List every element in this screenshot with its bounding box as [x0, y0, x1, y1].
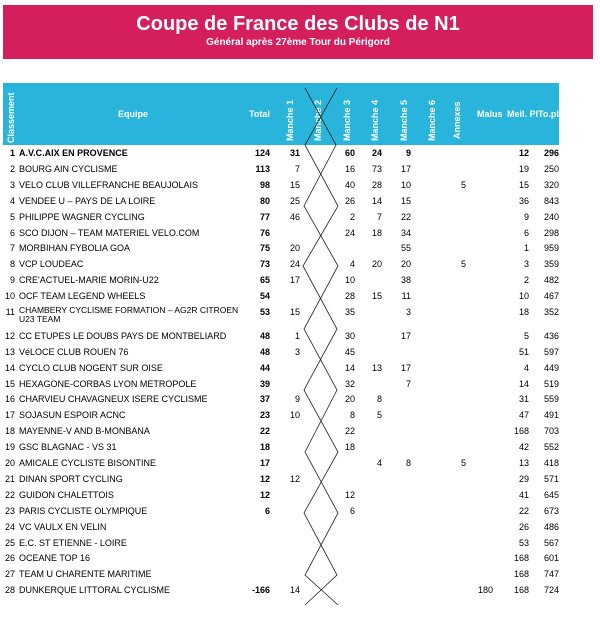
header-manche-3: Manche 3: [342, 99, 352, 141]
cell-m3: 20: [344, 394, 355, 405]
cell-mei: 168: [513, 585, 529, 596]
cell-topl: 559: [543, 394, 559, 405]
cell-total: 23: [259, 410, 270, 421]
cell-total: 17: [259, 458, 270, 469]
cell-topl: 843: [543, 195, 559, 206]
cell-name: PHILIPPE WAGNER CYCLING: [19, 211, 145, 222]
cell-total: 75: [259, 243, 270, 254]
cell-m3: 35: [344, 307, 355, 317]
cell-m4: 18: [371, 227, 382, 238]
cell-mei: 47: [518, 410, 529, 421]
table-row: [0, 408, 600, 424]
table-row: [0, 361, 600, 377]
page-subtitle: Général après 27ème Tour du Périgord: [206, 37, 390, 48]
cell-total: 76: [259, 227, 270, 238]
cell-m3: 40: [344, 179, 355, 190]
cell-mei: 26: [518, 521, 529, 532]
table-row: [0, 226, 600, 242]
cell-mei: 168: [513, 426, 529, 437]
cell-total: 6: [264, 505, 270, 516]
cell-name: CHARVIEU CHAVAGNEUX ISERE CYCLISME: [19, 394, 208, 405]
cell-m5: 11: [401, 291, 411, 302]
table-row: [0, 329, 600, 345]
cell-m5: 9: [405, 148, 411, 158]
cell-m1: 7: [294, 163, 300, 174]
cell-total: 12: [259, 473, 270, 484]
cell-topl: 436: [543, 330, 559, 341]
header-manche-4: Manche 4: [370, 99, 380, 141]
cell-rank: 20: [4, 458, 15, 469]
cell-name: VC VAULX EN VELIN: [19, 521, 107, 532]
cell-m1: 24: [289, 259, 300, 270]
cell-m1: 17: [289, 275, 300, 286]
cell-ann: 5: [460, 259, 466, 270]
cell-topl: 320: [543, 179, 559, 190]
table-row: [0, 241, 600, 257]
cell-total: 18: [259, 442, 270, 453]
cell-rank: 7: [9, 243, 15, 254]
cell-mei: 53: [518, 537, 529, 548]
cell-mei: 41: [518, 489, 529, 500]
cell-topl: 571: [543, 473, 559, 484]
cell-ann: 5: [460, 458, 466, 469]
cell-name: VENDEE U – PAYS DE LA LOIRE: [19, 195, 156, 206]
cell-mei: 1: [523, 243, 529, 254]
table-row: [0, 551, 600, 567]
cell-total: 22: [259, 426, 270, 437]
cell-mei: 18: [518, 307, 529, 317]
cell-name: A.V.C.AIX EN PROVENCE: [19, 148, 128, 158]
cell-name: HEXAGONE-CORBAS LYON METROPOLE: [19, 378, 197, 389]
cell-m4: 14: [371, 195, 382, 206]
cell-total: 53: [259, 307, 270, 317]
cell-m5: 17: [400, 163, 411, 174]
cell-name: VéLOCE CLUB ROUEN 76: [19, 346, 129, 357]
cell-mei: 3: [523, 259, 529, 270]
table-row: [0, 289, 600, 305]
cell-rank: 19: [4, 442, 15, 453]
cell-total: 98: [259, 179, 270, 190]
cell-m1: 3: [294, 346, 300, 357]
cell-total: 77: [259, 211, 270, 222]
cell-total: 113: [255, 163, 270, 174]
cell-topl: 486: [543, 521, 559, 532]
cell-m5: 55: [400, 243, 411, 254]
table-row: [0, 257, 600, 273]
cell-topl: 482: [543, 275, 559, 286]
cell-topl: 703: [543, 426, 559, 437]
cell-mei: 168: [513, 569, 529, 580]
cell-topl: 491: [543, 410, 559, 421]
table-row: [0, 424, 600, 440]
cell-mei: 22: [518, 505, 529, 516]
cell-m5: 20: [400, 259, 411, 270]
cell-m4: 4: [376, 458, 382, 469]
table-row: [0, 472, 600, 488]
cell-rank: 14: [4, 362, 15, 373]
cell-mei: 51: [518, 346, 529, 357]
cell-name: CRE'ACTUEL-MARIE MORIN-U22: [19, 275, 159, 286]
cell-m4: 20: [371, 259, 382, 270]
cell-m1: 12: [289, 473, 300, 484]
cell-name: VELO CLUB VILLEFRANCHE BEAUJOLAIS: [19, 179, 199, 190]
cell-rank: 21: [4, 473, 15, 484]
table-row: [0, 146, 600, 162]
cell-m1: 14: [289, 585, 300, 596]
cell-m3: 12: [344, 489, 355, 500]
cell-rank: 22: [4, 489, 15, 500]
cell-mei: 13: [518, 458, 529, 469]
header-manche-5: Manche 5: [399, 99, 409, 141]
cell-name: MORBIHAN FYBOLIA GOA: [19, 243, 131, 254]
cell-rank: 25: [4, 537, 15, 548]
cell-mei: 36: [518, 195, 529, 206]
cell-topl: 250: [543, 163, 559, 174]
cell-mei: 9: [523, 211, 529, 222]
cell-mei: 19: [518, 163, 529, 174]
cell-ann: 5: [460, 179, 466, 190]
table-row: [0, 273, 600, 289]
header-to-pl: To.pl: [538, 109, 559, 119]
table-row: [0, 488, 600, 504]
cell-m5: 10: [400, 179, 411, 190]
table-row: [0, 345, 600, 361]
cell-topl: 352: [543, 307, 559, 317]
cell-total: 54: [259, 291, 270, 302]
cell-total: 124: [254, 148, 270, 158]
cell-rank: 4: [9, 195, 15, 206]
cell-topl: 240: [543, 211, 559, 222]
cell-m3: 32: [344, 378, 355, 389]
cell-rank: 15: [4, 378, 15, 389]
cell-name: GSC BLAGNAC - VS 31: [19, 442, 117, 453]
cell-m3: 24: [344, 227, 355, 238]
table-row: [0, 583, 600, 599]
table-row: [0, 567, 600, 583]
table-header: [3, 83, 559, 145]
cell-m1: 46: [289, 211, 300, 222]
cell-total: 48: [259, 330, 270, 341]
cell-m5: 17: [400, 362, 411, 373]
header-meil-pl: Meil. Pl: [507, 109, 539, 119]
cell-topl: 418: [543, 458, 559, 469]
table-row: [0, 504, 600, 520]
title-banner: [3, 5, 593, 59]
cell-name: MAYENNE-V AND B-MONBANA: [19, 426, 150, 437]
header-malus: Malus: [477, 109, 503, 119]
cell-total: 48: [259, 346, 270, 357]
cell-m1: 1: [294, 330, 300, 341]
cell-m3: 60: [344, 148, 355, 158]
cell-rank: 5: [9, 211, 15, 222]
header-annexes: Annexes: [452, 101, 462, 139]
cell-m3: 4: [349, 259, 355, 270]
header-manche-1: Manche 1: [285, 99, 295, 141]
cell-m1: 15: [289, 307, 300, 317]
cell-m5: 3: [405, 307, 411, 317]
cell-m3: 30: [344, 330, 355, 341]
cell-name: TEAM U CHARENTE MARITIME: [19, 569, 152, 580]
cell-m5: 8: [405, 458, 411, 469]
cell-mei: 42: [518, 442, 529, 453]
cell-name: CC ETUPES LE DOUBS PAYS DE MONTBELIARD: [19, 330, 227, 341]
cell-m1: 31: [289, 148, 300, 158]
cell-m3: 45: [344, 346, 355, 357]
table-row: [0, 194, 600, 210]
cell-mei: 5: [523, 330, 529, 341]
cell-total: 73: [259, 259, 270, 270]
cell-total: 44: [259, 362, 270, 373]
cell-mei: 10: [518, 291, 529, 302]
cell-rank: 2: [9, 163, 15, 174]
cell-total: 37: [259, 394, 270, 405]
cell-rank: 17: [4, 410, 15, 421]
table-row: [0, 210, 600, 226]
cell-topl: 449: [543, 362, 559, 373]
cell-m1: 25: [289, 195, 300, 206]
cell-mei: 12: [518, 148, 529, 158]
cell-rank: 18: [4, 426, 15, 437]
cell-mal: 180: [477, 585, 493, 596]
cell-rank: 3: [9, 179, 15, 190]
cell-topl: 747: [543, 569, 559, 580]
cell-m3: 2: [349, 211, 355, 222]
cell-mei: 4: [523, 362, 529, 373]
cell-m5: 38: [400, 275, 411, 286]
cell-rank: 11: [5, 307, 15, 317]
cell-rank: 6: [9, 227, 15, 238]
cell-m1: 15: [289, 179, 300, 190]
cell-name: OCF TEAM LEGEND WHEELS: [19, 291, 146, 302]
table-row: [0, 520, 600, 536]
header-manche-6: Manche 6: [427, 99, 437, 141]
cell-name: BOURG AIN CYCLISME: [19, 163, 118, 174]
cell-rank: 24: [4, 521, 15, 532]
cell-rank: 23: [4, 505, 15, 516]
cell-topl: 519: [543, 378, 559, 389]
cell-m5: 22: [400, 211, 411, 222]
cell-total: 65: [259, 275, 270, 286]
cell-mei: 6: [523, 227, 529, 238]
cell-topl: 601: [543, 553, 559, 564]
cell-name: SCO DIJON – TEAM MATERIEL VELO.COM: [19, 227, 200, 238]
cell-m4: 13: [371, 362, 382, 373]
cell-m3: 18: [344, 442, 355, 453]
cell-total: 12: [259, 489, 270, 500]
cell-topl: 359: [543, 259, 559, 270]
cell-mei: 14: [518, 378, 529, 389]
cell-name: AMICALE CYCLISTE BISONTINE: [19, 458, 157, 469]
table-row: [0, 456, 600, 472]
header-total: Total: [249, 109, 270, 119]
table-row: [0, 178, 600, 194]
cell-rank: 12: [4, 330, 15, 341]
cell-name: VCP LOUDEAC: [19, 259, 84, 270]
cell-rank: 28: [4, 585, 15, 596]
cell-topl: 645: [543, 489, 559, 500]
cell-m5: 15: [400, 195, 411, 206]
cell-name: PARIS CYCLISTE OLYMPIQUE: [19, 505, 148, 516]
cell-m1: 9: [294, 394, 300, 405]
cell-m4: 5: [376, 410, 382, 421]
cell-rank: 8: [9, 259, 15, 270]
cell-total: 39: [259, 378, 270, 389]
cell-m4: 8: [376, 394, 382, 405]
cell-m3: 16: [344, 163, 355, 174]
cell-name: CHAMBERY CYCLISME FORMATION – AG2R CITROEN U23 TEAM: [19, 305, 239, 324]
cell-topl: 296: [543, 148, 559, 158]
table-row: [0, 377, 600, 393]
cell-topl: 298: [543, 227, 559, 238]
cell-topl: 673: [543, 505, 559, 516]
cell-m4: 7: [376, 211, 382, 222]
cell-m5: 17: [400, 330, 411, 341]
cell-topl: 597: [543, 346, 559, 357]
cell-m5: 7: [405, 378, 411, 389]
cell-m3: 10: [344, 275, 355, 286]
cell-name: E.C. ST ETIENNE - LOIRE: [19, 537, 127, 548]
table-row: [0, 305, 600, 329]
cell-m3: 26: [344, 195, 355, 206]
table-row: [0, 440, 600, 456]
table-row: [0, 392, 600, 408]
cell-total: 80: [259, 195, 270, 206]
header-manche-2: Manche 2: [313, 99, 323, 141]
cell-topl: 467: [543, 291, 559, 302]
cell-name: OCEANE TOP 16: [19, 553, 91, 564]
cell-mei: 31: [518, 394, 529, 405]
page-title: Coupe de France des Clubs de N1: [136, 13, 460, 35]
table-row: [0, 162, 600, 178]
cell-m5: 34: [400, 227, 411, 238]
cell-m1: 20: [289, 243, 300, 254]
cell-rank: 9: [9, 275, 15, 286]
cell-name: CYCLO CLUB NOGENT SUR OISE: [19, 362, 163, 373]
cell-topl: 959: [543, 243, 559, 254]
cell-m3: 8: [349, 410, 355, 421]
cell-name: SOJASUN ESPOIR ACNC: [19, 410, 126, 421]
cell-m4: 73: [371, 163, 382, 174]
cell-m3: 14: [344, 362, 355, 373]
cell-rank: 26: [4, 553, 15, 564]
table-row: [0, 536, 600, 552]
cell-name: DINAN SPORT CYCLING: [19, 473, 123, 484]
cell-mei: 29: [518, 473, 529, 484]
header-equipe: Equipe: [118, 109, 149, 119]
cell-mei: 2: [523, 275, 529, 286]
cell-name: GUIDON CHALETTOIS: [19, 489, 114, 500]
cell-rank: 1: [9, 148, 15, 158]
cell-m4: 15: [371, 291, 382, 302]
cell-m3: 22: [344, 426, 355, 437]
cell-m3: 28: [344, 291, 355, 302]
cell-topl: 724: [543, 585, 559, 596]
cell-m4: 28: [371, 179, 382, 190]
cell-mei: 168: [513, 553, 529, 564]
cell-rank: 27: [4, 569, 15, 580]
cell-rank: 10: [4, 291, 15, 302]
cell-topl: 567: [543, 537, 559, 548]
cell-mei: 15: [518, 179, 529, 190]
cell-total: -166: [251, 585, 270, 596]
cell-name: DUNKERQUE LITTORAL CYCLISME: [19, 585, 171, 596]
cell-rank: 16: [4, 394, 15, 405]
cell-rank: 13: [4, 346, 15, 357]
cell-topl: 552: [543, 442, 559, 453]
cell-m4: 24: [371, 148, 382, 158]
cell-m3: 6: [349, 505, 355, 516]
header-classement: Classement: [6, 92, 16, 143]
cell-m1: 10: [289, 410, 300, 421]
